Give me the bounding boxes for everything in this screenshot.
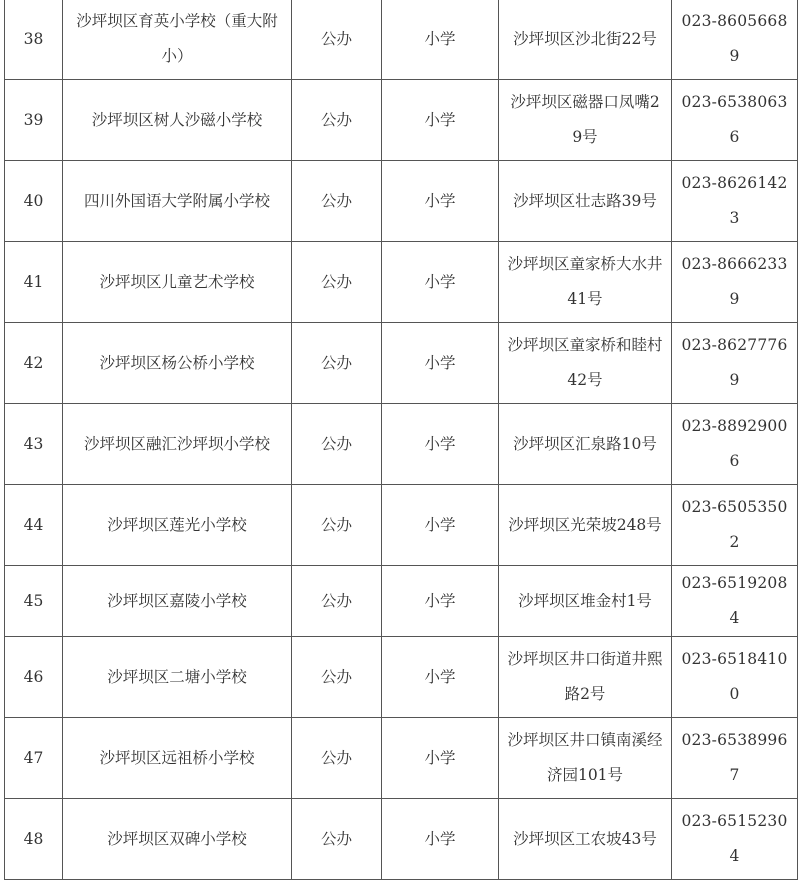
school-phone: 023-86056689 [672,0,798,80]
row-number: 42 [5,323,63,404]
school-address: 沙坪坝区童家桥大水井41号 [499,242,672,323]
school-phone: 023-86261423 [672,161,798,242]
school-level: 小学 [382,799,499,880]
school-level: 小学 [382,566,499,637]
school-type: 公办 [292,637,382,718]
school-address: 沙坪坝区井口街道井熙路2号 [499,637,672,718]
school-name: 沙坪坝区双碑小学校 [63,799,292,880]
school-level: 小学 [382,718,499,799]
school-address: 沙坪坝区光荣坡248号 [499,485,672,566]
school-phone: 023-65192084 [672,566,798,637]
table-row [5,404,798,485]
school-name: 沙坪坝区儿童艺术学校 [63,242,292,323]
school-name: 沙坪坝区融汇沙坪坝小学校 [63,404,292,485]
school-phone: 023-88929006 [672,404,798,485]
row-number: 38 [5,0,63,80]
school-name: 沙坪坝区育英小学校（重大附小） [63,0,292,80]
school-level: 小学 [382,323,499,404]
table-row [5,161,798,242]
school-name: 沙坪坝区杨公桥小学校 [63,323,292,404]
school-phone: 023-65380636 [672,80,798,161]
school-type: 公办 [292,566,382,637]
table-row [5,485,798,566]
school-phone: 023-65389967 [672,718,798,799]
school-table [4,0,798,880]
table-row [5,242,798,323]
school-name: 四川外国语大学附属小学校 [63,161,292,242]
school-phone: 023-86662339 [672,242,798,323]
school-level: 小学 [382,637,499,718]
school-type: 公办 [292,242,382,323]
table-row [5,80,798,161]
school-address: 沙坪坝区壮志路39号 [499,161,672,242]
school-address: 沙坪坝区沙北街22号 [499,0,672,80]
row-number: 39 [5,80,63,161]
school-name: 沙坪坝区远祖桥小学校 [63,718,292,799]
row-number: 41 [5,242,63,323]
school-name: 沙坪坝区二塘小学校 [63,637,292,718]
school-type: 公办 [292,404,382,485]
school-type: 公办 [292,80,382,161]
table-row [5,718,798,799]
school-address: 沙坪坝区汇泉路10号 [499,404,672,485]
school-level: 小学 [382,80,499,161]
school-level: 小学 [382,242,499,323]
school-address: 沙坪坝区堆金村1号 [499,566,672,637]
row-number: 47 [5,718,63,799]
school-level: 小学 [382,0,499,80]
school-address: 沙坪坝区童家桥和睦村42号 [499,323,672,404]
school-name: 沙坪坝区嘉陵小学校 [63,566,292,637]
school-level: 小学 [382,404,499,485]
school-phone: 023-65053502 [672,485,798,566]
school-table-body [5,0,798,880]
school-phone: 023-65184100 [672,637,798,718]
row-number: 40 [5,161,63,242]
school-address: 沙坪坝区井口镇南溪经济园101号 [499,718,672,799]
school-type: 公办 [292,161,382,242]
row-number: 46 [5,637,63,718]
table-row [5,799,798,880]
row-number: 48 [5,799,63,880]
school-phone: 023-86277769 [672,323,798,404]
school-type: 公办 [292,799,382,880]
school-type: 公办 [292,485,382,566]
row-number: 43 [5,404,63,485]
school-level: 小学 [382,485,499,566]
table-row [5,0,798,80]
school-phone: 023-65152304 [672,799,798,880]
school-type: 公办 [292,718,382,799]
school-address: 沙坪坝区工农坡43号 [499,799,672,880]
school-address: 沙坪坝区磁器口凤嘴29号 [499,80,672,161]
row-number: 45 [5,566,63,637]
school-type: 公办 [292,323,382,404]
school-level: 小学 [382,161,499,242]
table-row [5,323,798,404]
table-row [5,637,798,718]
school-name: 沙坪坝区莲光小学校 [63,485,292,566]
school-type: 公办 [292,0,382,80]
table-row [5,566,798,637]
school-name: 沙坪坝区树人沙磁小学校 [63,80,292,161]
row-number: 44 [5,485,63,566]
